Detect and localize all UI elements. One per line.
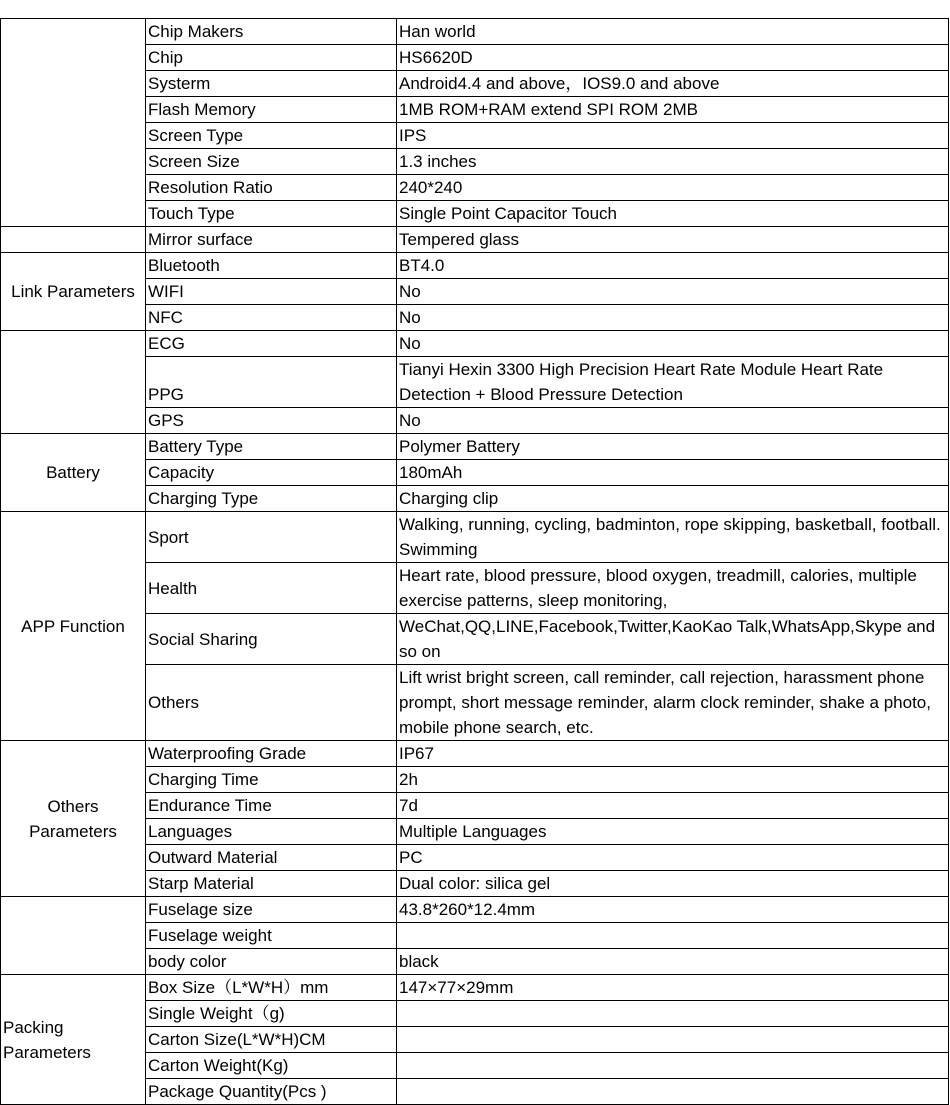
spec-value: Polymer Battery <box>397 434 949 460</box>
spec-key: Charging Type <box>146 486 397 512</box>
spec-value <box>397 1001 949 1027</box>
spec-table <box>0 18 949 1105</box>
spec-key: Mirror surface <box>146 227 397 253</box>
spec-value: IP67 <box>397 741 949 767</box>
category-label-line1: Others <box>47 796 99 816</box>
spec-key: Others <box>146 665 397 741</box>
spec-key: Starp Material <box>146 871 397 897</box>
spec-key: Carton Weight(Kg) <box>146 1053 397 1079</box>
spec-value: 2h <box>397 767 949 793</box>
category-blank <box>1 897 146 923</box>
spec-value: 43.8*260*12.4mm <box>397 897 949 923</box>
spec-key: Battery Type <box>146 434 397 460</box>
spec-value: No <box>397 305 949 331</box>
spec-value: Charging clip <box>397 486 949 512</box>
spec-key: NFC <box>146 305 397 331</box>
spec-key: Fuselage size <box>146 897 397 923</box>
table-row <box>1 923 949 949</box>
table-row <box>1 897 949 923</box>
spec-key: WIFI <box>146 279 397 305</box>
spec-key: Screen Type <box>146 123 397 149</box>
spec-key: PPG <box>146 357 397 408</box>
spec-key: Chip <box>146 45 397 71</box>
spec-key: Screen Size <box>146 149 397 175</box>
spec-key: Health <box>146 563 397 614</box>
spec-value <box>397 923 949 949</box>
spec-key: GPS <box>146 408 397 434</box>
spec-value: No <box>397 408 949 434</box>
spec-value <box>397 1079 949 1105</box>
category-label: APP Function <box>1 512 146 741</box>
table-row <box>1 19 949 45</box>
spec-key: Endurance Time <box>146 793 397 819</box>
category-blank <box>1 949 146 975</box>
spec-key: body color <box>146 949 397 975</box>
spec-key: Sport <box>146 512 397 563</box>
spec-value: Android4.4 and above，IOS9.0 and above <box>397 71 949 97</box>
table-row <box>1 975 949 1001</box>
spec-value: WeChat,QQ,LINE,Facebook,Twitter,KaoKao Talk,WhatsApp,Skype and so on <box>397 614 949 665</box>
spec-key: Charging Time <box>146 767 397 793</box>
spec-value: Tempered glass <box>397 227 949 253</box>
spec-key: Fuselage weight <box>146 923 397 949</box>
spec-value: Dual color: silica gel <box>397 871 949 897</box>
category-blank <box>1 331 146 434</box>
spec-value: 1MB ROM+RAM extend SPI ROM 2MB <box>397 97 949 123</box>
category-blank <box>1 19 146 227</box>
spec-value: Tianyi Hexin 3300 High Precision Heart Rate Module Heart Rate Detection + Blood Pressure Detection <box>397 357 949 408</box>
spec-key: Capacity <box>146 460 397 486</box>
spec-value: Walking, running, cycling, badminton, rope skipping, basketball, football. Swimming <box>397 512 949 563</box>
table-row <box>1 512 949 563</box>
spec-key: Resolution Ratio <box>146 175 397 201</box>
spec-value: PC <box>397 845 949 871</box>
table-row <box>1 253 949 279</box>
category-blank <box>1 227 146 253</box>
spec-key: ECG <box>146 331 397 357</box>
spec-value: No <box>397 279 949 305</box>
spec-value: 180mAh <box>397 460 949 486</box>
spec-key: Languages <box>146 819 397 845</box>
category-label-line1: Packing <box>3 1017 64 1037</box>
table-row <box>1 331 949 357</box>
table-row <box>1 227 949 253</box>
spec-key: Bluetooth <box>146 253 397 279</box>
table-row <box>1 434 949 460</box>
spec-key: Carton Size(L*W*H)CM <box>146 1027 397 1053</box>
spec-value: IPS <box>397 123 949 149</box>
spec-value: 7d <box>397 793 949 819</box>
spec-key: Systerm <box>146 71 397 97</box>
spec-value: Lift wrist bright screen, call reminder, call rejection, harassment phone prompt, short message reminder, alarm clock reminder, shake a photo, mobile phone search, etc. <box>397 665 949 741</box>
spec-value: 1.3 inches <box>397 149 949 175</box>
category-label <box>1 975 146 1105</box>
category-blank <box>1 923 146 949</box>
spec-value <box>397 1027 949 1053</box>
spec-value: BT4.0 <box>397 253 949 279</box>
spec-key: Outward Material <box>146 845 397 871</box>
spec-key: Flash Memory <box>146 97 397 123</box>
spec-value: Han world <box>397 19 949 45</box>
spec-value: black <box>397 949 949 975</box>
category-label <box>1 741 146 897</box>
spec-key: Waterproofing Grade <box>146 741 397 767</box>
spec-value <box>397 1053 949 1079</box>
spec-key: Chip Makers <box>146 19 397 45</box>
category-label-line2: Parameters <box>29 821 117 841</box>
spec-key: Package Quantity(Pcs ) <box>146 1079 397 1105</box>
category-label: Battery <box>1 434 146 512</box>
spec-value: No <box>397 331 949 357</box>
spec-key: Social Sharing <box>146 614 397 665</box>
table-row <box>1 741 949 767</box>
spec-value: HS6620D <box>397 45 949 71</box>
spec-value: Heart rate, blood pressure, blood oxygen, treadmill, calories, multiple exercise patterns, sleep monitoring, <box>397 563 949 614</box>
spec-value: Single Point Capacitor Touch <box>397 201 949 227</box>
category-label-line2: Parameters <box>3 1042 91 1062</box>
table-row <box>1 949 949 975</box>
spec-key: Box Size（L*W*H）mm <box>146 975 397 1001</box>
spec-key: Single Weight（g) <box>146 1001 397 1027</box>
spec-key: Touch Type <box>146 201 397 227</box>
category-label: Link Parameters <box>1 253 146 331</box>
spec-value: 240*240 <box>397 175 949 201</box>
spec-value: Multiple Languages <box>397 819 949 845</box>
spec-value: 147×77×29mm <box>397 975 949 1001</box>
